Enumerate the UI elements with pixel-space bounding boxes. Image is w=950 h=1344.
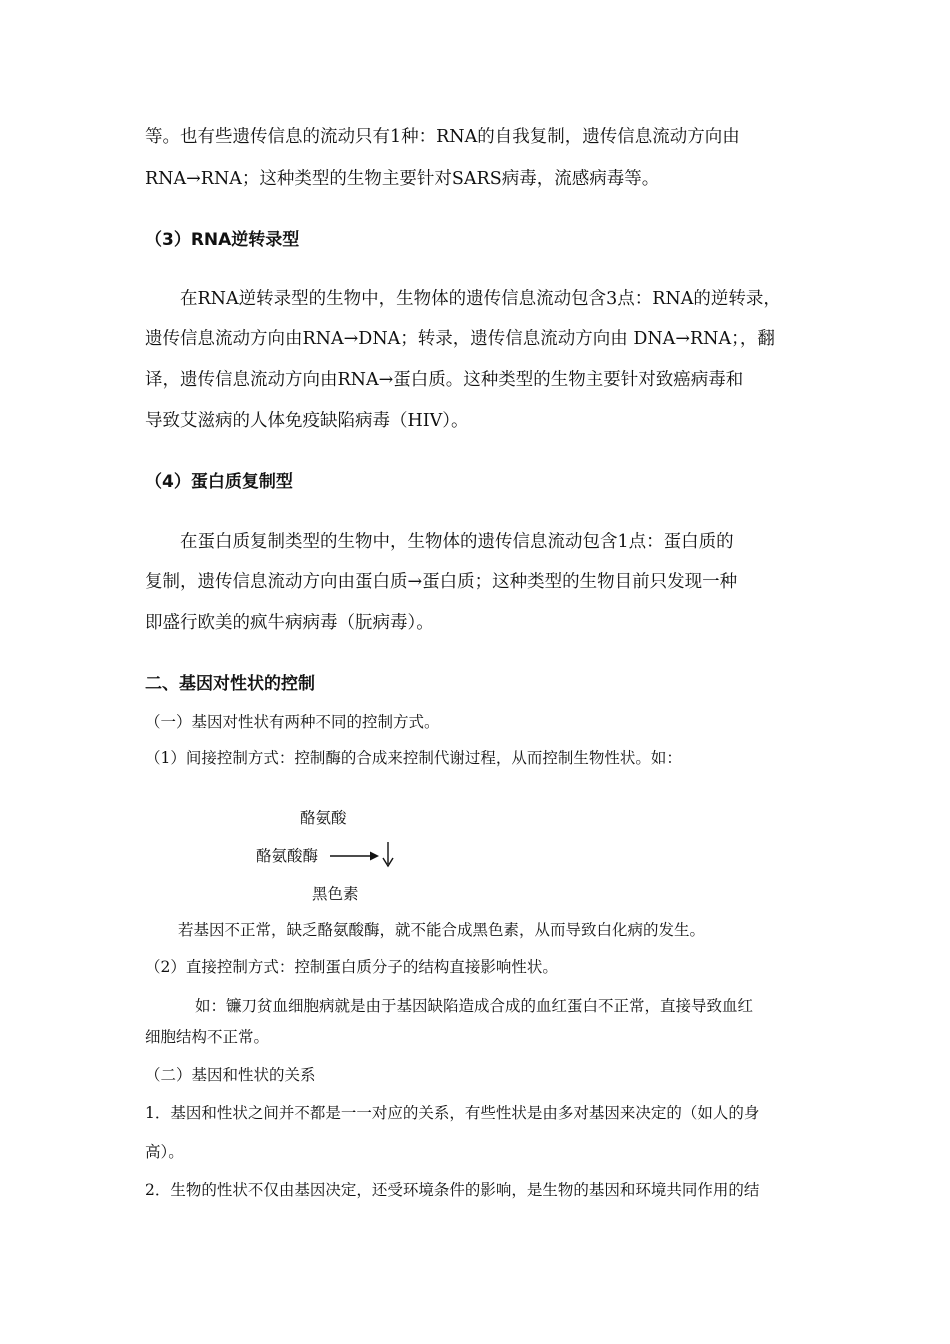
- paragraph-line: 复制，遗传信息流动方向由蛋白质→蛋白质；这种类型的生物目前只发现一种: [145, 572, 738, 592]
- paragraph-line: （一）基因对性状有两种不同的控制方式。: [145, 713, 440, 731]
- paragraph-line: 如：镰刀贫血细胞病就是由于基因缺陷造成合成的血红蛋白不正常，直接导致血红: [195, 997, 754, 1015]
- subsection-heading: （4）蛋白质复制型: [145, 472, 293, 492]
- paragraph-line: 在蛋白质复制类型的生物中，生物体的遗传信息流动包含1点：蛋白质的: [180, 532, 734, 552]
- paragraph-line: RNA→RNA；这种类型的生物主要针对SARS病毒，流感病毒等。: [145, 169, 660, 189]
- diagram-product: 黑色素: [312, 885, 359, 903]
- paragraph-line: 等。也有些遗传信息的流动只有1种：RNA的自我复制，遗传信息流动方向由: [145, 127, 740, 147]
- arrow-right-down-icon: [328, 840, 398, 870]
- paragraph-line: 即盛行欧美的疯牛病病毒（朊病毒）。: [145, 613, 434, 633]
- paragraph-line: 细胞结构不正常。: [145, 1028, 270, 1046]
- paragraph-line: 译，遗传信息流动方向由RNA→蛋白质。这种类型的生物主要针对致癌病毒和: [145, 370, 744, 390]
- paragraph-line: 导致艾滋病的人体免疫缺陷病毒（HIV）。: [145, 411, 469, 431]
- diagram-substrate: 酪氨酸: [300, 809, 347, 827]
- paragraph-line: 2．生物的性状不仅由基因决定，还受环境条件的影响，是生物的基因和环境共同作用的结: [145, 1181, 760, 1199]
- diagram-enzyme: 酪氨酸酶: [256, 847, 319, 865]
- subsection-heading: （3）RNA逆转录型: [145, 230, 300, 250]
- paragraph-line: 若基因不正常，缺乏酪氨酸酶，就不能合成黑色素，从而导致白化病的发生。: [178, 921, 706, 939]
- paragraph-line: （1）间接控制方式：控制酶的合成来控制代谢过程，从而控制生物性状。如：: [145, 749, 682, 767]
- section-heading: 二、基因对性状的控制: [145, 674, 315, 694]
- paragraph-line: （2）直接控制方式：控制蛋白质分子的结构直接影响性状。: [145, 958, 558, 976]
- paragraph-line: 高）。: [145, 1143, 184, 1161]
- paragraph-line: 在RNA逆转录型的生物中，生物体的遗传信息流动包含3点：RNA的逆转录，: [180, 289, 781, 309]
- paragraph-line: 1．基因和性状之间并不都是一一对应的关系，有些性状是由多对基因来决定的（如人的身: [145, 1104, 760, 1122]
- paragraph-line: （二）基因和性状的关系: [145, 1066, 316, 1084]
- metabolism-diagram: [250, 806, 430, 906]
- paragraph-line: 遗传信息流动方向由RNA→DNA；转录，遗传信息流动方向由 DNA→RNA；，翻: [145, 329, 775, 349]
